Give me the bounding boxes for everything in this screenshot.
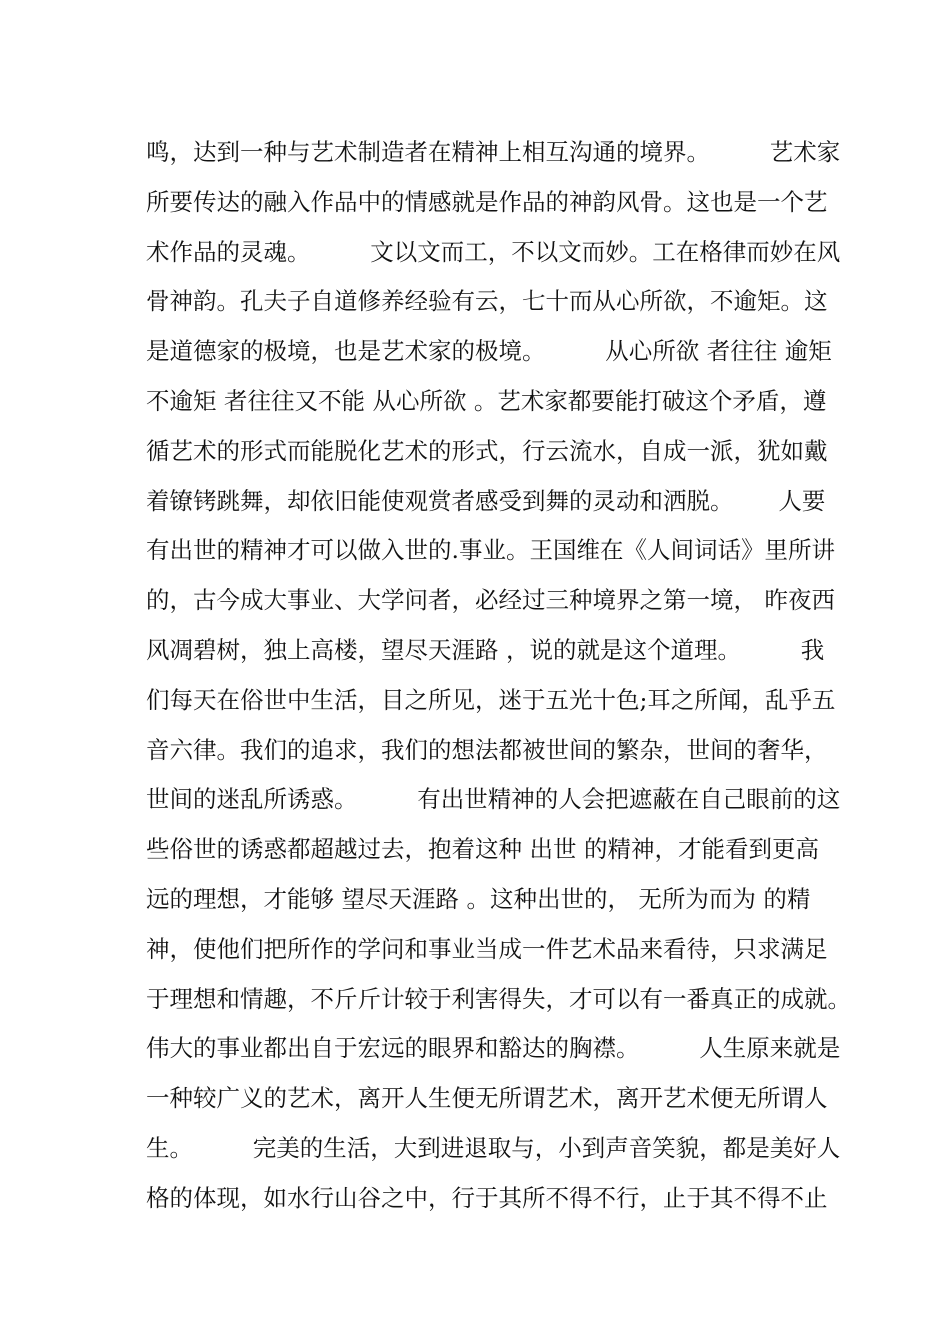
text-line: 不逾矩 者往往又不能 从心所欲 。艺术家都要能打破这个矛盾，遵 xyxy=(146,386,827,415)
text-line: 风凋碧树，独上高楼，望尽天涯路 ，说的就是这个道理。 我 xyxy=(146,635,825,664)
text-line: 有出世的精神才可以做入世的.事业。王国维在《人间词话》里所讲 xyxy=(146,536,835,565)
text-line: 术作品的灵魂。 文以文而工，不以文而妙。工在格律而妙在风 xyxy=(146,237,841,266)
text-line: 们每天在俗世中生活，目之所见，迷于五光十色;耳之所闻，乱乎五 xyxy=(146,685,836,714)
text-line: 循艺术的形式而能脱化艺术的形式，行云流水，自成一派，犹如戴 xyxy=(146,436,828,465)
text-line: 些俗世的诱惑都超越过去，抱着这种 出世 的精神，才能看到更高 xyxy=(146,835,819,864)
text-line: 神，使他们把所作的学问和事业当成一件艺术品来看待，只求满足 xyxy=(146,934,828,963)
text-line: 鸣，达到一种与艺术制造者在精神上相互沟通的境界。 艺术家 xyxy=(146,138,841,166)
text-line: 远的理想，才能够 望尽天涯路 。这种出世的， 无所为而为 的精 xyxy=(146,884,811,913)
text-line: 格的体现，如水行山谷之中，行于其所不得不行，止于其不得不止 xyxy=(146,1183,828,1212)
text-line: 骨神韵。孔夫子自道修养经验有云，七十而从心所欲，不逾矩。这 xyxy=(146,287,828,316)
text-line: 音六律。我们的追求，我们的想法都被世间的繁杂，世间的奢华， xyxy=(146,735,828,764)
text-line: 伟大的事业都出自于宏远的眼界和豁达的胸襟。 人生原来就是 xyxy=(146,1034,841,1063)
essay-text xyxy=(146,132,851,1228)
text-line: 的，古今成大事业、大学问者，必经过三种境界之第一境， 昨夜西 xyxy=(146,586,835,615)
text-line: 于理想和情趣，不斤斤计较于利害得失，才可以有一番真正的成就。 xyxy=(146,984,851,1013)
text-line: 是道德家的极境，也是艺术家的极境。 从心所欲 者往往 逾矩 xyxy=(146,337,832,366)
text-line: 生。 完美的生活，大到进退取与，小到声音笑貌，都是美好人 xyxy=(146,1133,841,1162)
text-line: 所要传达的融入作品中的情感就是作品的神韵风骨。这也是一个艺 xyxy=(146,187,828,216)
text-line: 世间的迷乱所诱惑。 有出世精神的人会把遮蔽在自己眼前的这 xyxy=(146,785,841,814)
text-line: 一种较广义的艺术，离开人生便无所谓艺术，离开艺术便无所谓人 xyxy=(146,1084,828,1113)
text-line: 着镣铐跳舞，却依旧能使观赏者感受到舞的灵动和洒脱。 人要 xyxy=(146,486,826,515)
